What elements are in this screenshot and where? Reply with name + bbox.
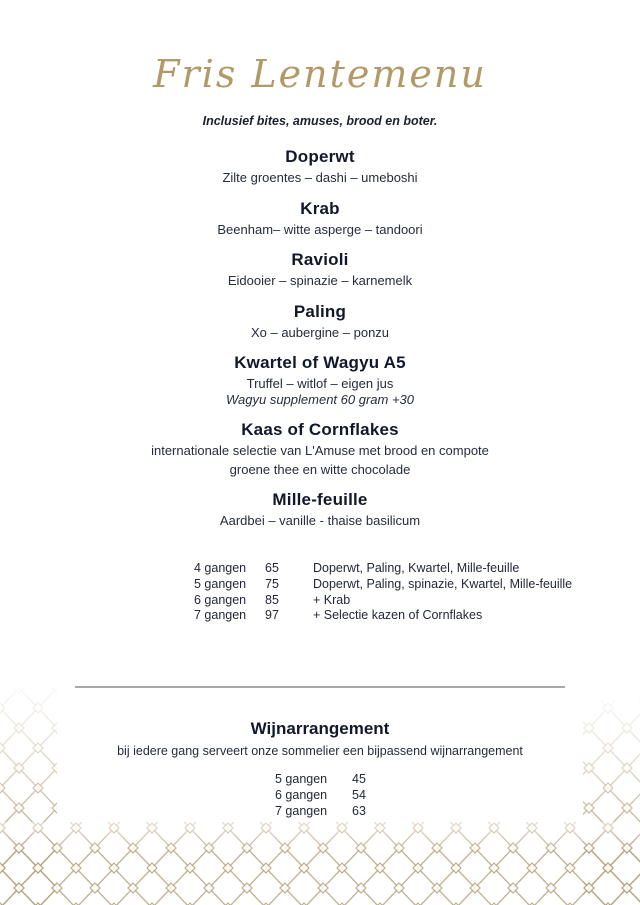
courses-count: 7 gangen [275,803,328,818]
menu-header [0,46,640,128]
menu-subtitle: Inclusief bites, amuses, brood en boter. [202,114,438,128]
table-row [194,561,572,577]
course-list [0,146,640,541]
course-item [0,249,640,289]
course-description: Beenham– witte asperge – tandoori [217,221,423,237]
wine-section-subtitle: bij iedere gang serveert onze sommelier een bijpassend wijnarrangement [117,744,523,758]
wine-section [0,718,640,759]
course-item [0,198,640,238]
courses-count: 7 gangen [194,608,247,623]
courses-detail: Doperwt, Paling, spinazie, Kwartel, Mille-feuille [313,576,573,591]
course-supplement-note: Wagyu supplement 60 gram +30 [225,391,414,407]
course-name: Doperwt [285,147,355,166]
course-item [0,352,640,407]
courses-count: 4 gangen [194,561,247,575]
course-name: Kwartel of Wagyu A5 [234,353,406,372]
course-name: Krab [300,198,340,218]
course-name: Ravioli [291,250,349,269]
price: 45 [352,772,366,786]
courses-detail: + Selectie kazen of Cornflakes [313,608,483,623]
courses-count: 6 gangen [275,787,328,802]
course-item [0,419,640,477]
table-row [275,772,366,788]
course-name: Paling [293,301,347,321]
course-item [0,146,640,186]
page-title: Fris Lentemenu [153,52,487,96]
price: 63 [352,803,366,818]
table-row [275,788,366,804]
wine-pricing-table [275,772,366,819]
courses-count: 5 gangen [275,772,328,786]
courses-detail: Doperwt, Paling, Kwartel, Mille-feuille [313,561,520,575]
course-name: Kaas of Cornflakes [241,420,399,439]
table-row [194,608,572,624]
course-item [0,301,640,341]
course-description: Zilte groentes – dashi – umeboshi [222,170,418,185]
course-item [0,489,640,529]
section-divider [75,686,565,688]
price: 97 [265,608,279,623]
wine-section-title: Wijnarrangement [250,719,390,738]
course-description: Truffel – witlof – eigen jus [246,376,394,391]
course-name: Mille-feuille [272,490,368,509]
price: 85 [265,592,279,607]
course-description: Xo – aubergine – ponzu [250,324,390,340]
course-description: internationale selectie van L'Amuse met brood en compote [151,443,489,458]
menu-pricing-table [194,561,572,624]
price: 75 [265,576,279,591]
price: 65 [265,561,279,575]
courses-count: 5 gangen [194,576,247,591]
table-row [194,577,572,593]
course-description-line2: groene thee en witte chocolade [229,461,411,477]
courses-detail: + Krab [313,592,351,607]
price: 54 [352,787,366,802]
table-row [275,804,366,820]
course-description: Aardbei – vanille - thaise basilicum [219,513,421,528]
table-row [194,593,572,609]
course-description: Eidooier – spinazie – karnemelk [227,273,413,288]
courses-count: 6 gangen [194,592,247,607]
